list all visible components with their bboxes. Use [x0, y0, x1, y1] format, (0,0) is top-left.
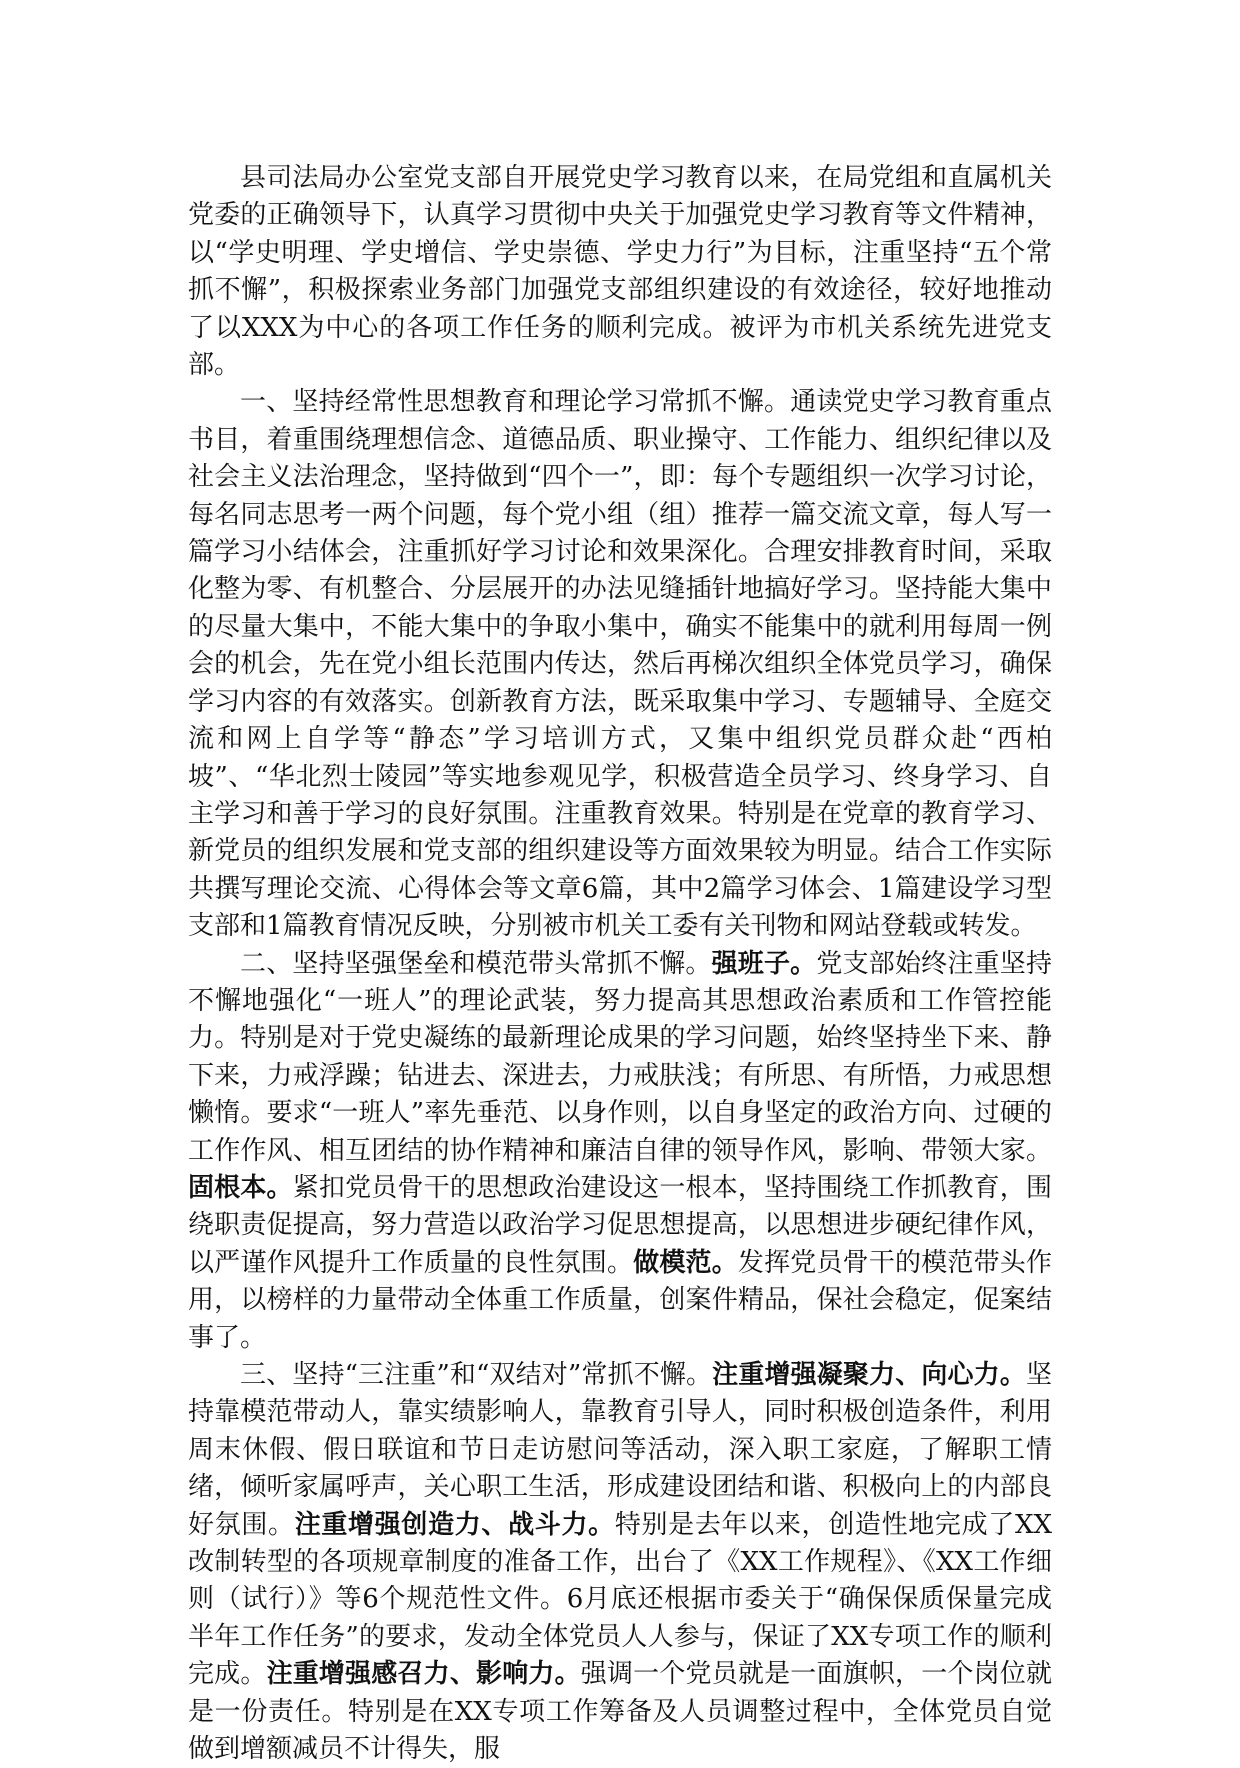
bold-phrase-be-model: 做模范。	[633, 1247, 738, 1278]
section-two-text-c: 发挥党员骨干的模范带头作用，以榜样的力量带动全体重工作质量，创案件精品，保社会稳定，促案结事了。	[188, 1247, 1052, 1353]
document-body	[188, 160, 1052, 1768]
section-three-text-c: 强调一个党员就是一面旗帜，一个岗位就是一份责任。特别是在XX专项工作筹备及人员调整过程中，全体党员自觉做到增额减员不计得失，服	[188, 1659, 1052, 1765]
bold-phrase-influence: 注重增强感召力、影响力。	[266, 1659, 581, 1690]
section-one-text: 一、坚持经常性思想教育和理论学习常抓不懈。通读党史学习教育重点书目，着重围绕理想信念、道德品质、职业操守、工作能力、组织纪律以及社会主义法治理念，坚持做到“四个一”，即：每个专题组织一次学习讨论，每名同志思考一两个问题，每个党小组（组）推荐一篇交流文章，每人写一篇学习小结体会，注重抓好学习讨论和效果深化。合理安排教育时间，采取化整为零、有机整合、分层展开的办法见缝插针地搞好学习。坚持能大集中的尽量大集中，不能大集中的争取小集中，确实不能集中的就利用每周一例会的机会，先在党小组长范围内传达，然后再梯次组织全体党员学习，确保学习内容的有效落实。创新教育方法，既采取集中学习、专题辅导、全庭交流和网上自学等“静态”学习培训方式，又集中组织党员群众赴“西柏坡”、“华北烈士陵园”等实地参观见学，积极营造全员学习、终身学习、自主学习和善于学习的良好氛围。注重教育效果。特别是在党章的教育学习、新党员的组织发展和党支部的组织建设等方面效果较为明显。结合工作实际共撰写理论交流、心得体会等文章6篇，其中2篇学习体会、1篇建设学习型支部和1篇教育情况反映，分别被市机关工委有关刊物和网站登载或转发。	[188, 387, 1052, 942]
intro-paragraph	[188, 160, 1052, 384]
intro-text: 县司法局办公室党支部自开展党史学习教育以来，在局党组和直属机关党委的正确领导下，认真学习贯彻中央关于加强党史学习教育等文件精神，以“学史明理、学史增信、学史崇德、学史力行”为目标，注重坚持“五个常抓不懈”，积极探索业务部门加强党支部组织建设的有效途径，较好地推动了以XXX为中心的各项工作任务的顺利完成。被评为市机关系统先进党支部。	[188, 163, 1052, 381]
section-three-paragraph	[188, 1357, 1052, 1768]
bold-phrase-creativity: 注重增强创造力、战斗力。	[294, 1509, 615, 1540]
section-three-heading: 三、坚持“三注重”和“双结对”常抓不懈。	[240, 1360, 713, 1390]
bold-phrase-consolidate-foundation: 固根本。	[188, 1172, 293, 1203]
section-two-heading: 二、坚持坚强堡垒和模范带头常抓不懈。	[240, 948, 712, 979]
section-one-paragraph	[188, 384, 1052, 945]
bold-phrase-strengthen-team: 强班子。	[711, 948, 817, 979]
section-two-paragraph	[188, 946, 1052, 1357]
section-two-text-a: 党支部始终注重坚持不懈地强化“一班人”的理论武装，努力提高其思想政治素质和工作管控能力。特别是对于党史凝练的最新理论成果的学习问题，始终坚持坐下来、静下来，力戒浮躁；钻进去、深进去，力戒肤浅；有所思、有所悟，力戒思想懒惰。要求“一班人”率先垂范、以身作则，以自身坚定的政治方向、过硬的工作作风、相互团结的协作精神和廉洁自律的领导作风，影响、带领大家。	[188, 948, 1052, 1166]
section-three-text-b: 特别是去年以来，创造性地完成了XX改制转型的各项规章制度的准备工作，出台了《XX工作规程》、《XX工作细则（试行）》等6个规范性文件。6月底还根据市委关于“确保保质保量完成半年工作任务”的要求，发动全体党员人人参与，保证了XX专项工作的顺利完成。	[188, 1509, 1052, 1690]
section-three-text-a: 坚持靠模范带动人，靠实绩影响人，靠教育引导人，同时积极创造条件，利用周末休假、假日联谊和节日走访慰问等活动，深入职工家庭，了解职工情绪，倾听家属呼声，关心职工生活，形成建设团结和谐、积极向上的内部良好氛围。	[188, 1360, 1052, 1540]
section-two-text-b: 紧扣党员骨干的思想政治建设这一根本，坚持围绕工作抓教育，围绕职责促提高，努力营造以政治学习促思想提高，以思想进步硬纪律作风，以严谨作风提升工作质量的良性氛围。	[188, 1172, 1052, 1278]
bold-phrase-cohesion: 注重增强凝聚力、向心力。	[712, 1360, 1026, 1390]
